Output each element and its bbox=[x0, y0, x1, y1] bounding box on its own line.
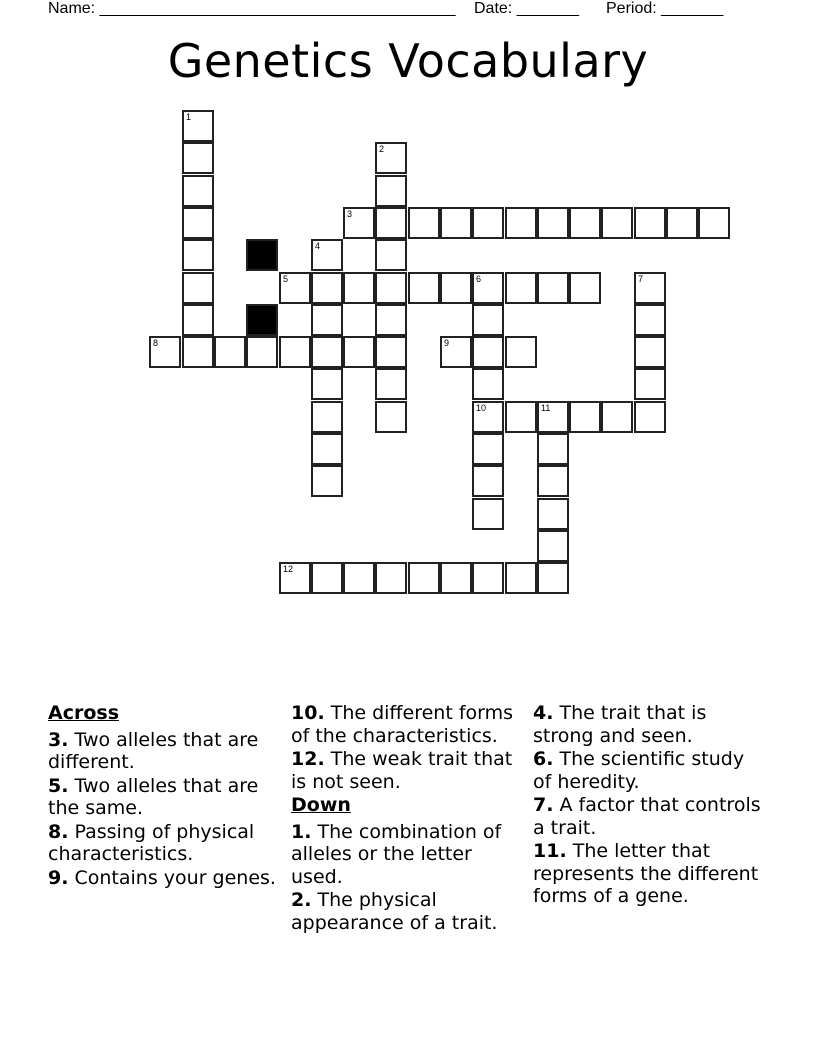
crossword-cell[interactable] bbox=[472, 336, 504, 368]
clue-column-3 bbox=[533, 702, 763, 909]
clue-item-number: 10. bbox=[291, 702, 325, 724]
clue-item bbox=[48, 729, 276, 774]
clue-number: 1 bbox=[186, 112, 192, 122]
crossword-cell[interactable] bbox=[375, 207, 407, 239]
clue-item-text: The combination of alleles or the letter used. bbox=[291, 820, 502, 888]
clue-item-number: 8. bbox=[48, 820, 69, 843]
page-title: Genetics Vocabulary bbox=[167, 34, 649, 88]
crossword-cell[interactable] bbox=[537, 530, 569, 562]
clue-number: 12 bbox=[283, 564, 294, 574]
clue-item-text: The weak trait that is not seen. bbox=[291, 748, 513, 793]
clue-item-number: 5. bbox=[48, 774, 69, 797]
crossword-cell[interactable] bbox=[214, 336, 246, 368]
down-clue-list-continued bbox=[533, 702, 763, 908]
crossword-cell[interactable] bbox=[537, 465, 569, 497]
down-heading: Down bbox=[291, 794, 351, 816]
crossword-cell[interactable] bbox=[472, 562, 504, 594]
crossword-cell[interactable] bbox=[440, 207, 472, 239]
crossword-cell[interactable] bbox=[375, 142, 407, 174]
clue-number: 8 bbox=[153, 338, 159, 348]
crossword-cell[interactable] bbox=[375, 401, 407, 433]
crossword-cell[interactable] bbox=[472, 272, 504, 304]
crossword-cell[interactable] bbox=[440, 336, 472, 368]
crossword-cell[interactable] bbox=[601, 207, 633, 239]
clue-item bbox=[533, 702, 763, 747]
clue-item bbox=[48, 821, 276, 866]
crossword-cell[interactable] bbox=[634, 336, 666, 368]
clue-item bbox=[291, 821, 523, 889]
crossword-cell[interactable] bbox=[408, 272, 440, 304]
crossword-black-cell bbox=[246, 304, 278, 336]
crossword-cell[interactable] bbox=[182, 336, 214, 368]
clue-item bbox=[48, 775, 276, 820]
crossword-cell[interactable] bbox=[182, 304, 214, 336]
crossword-cell[interactable] bbox=[537, 498, 569, 530]
crossword-cell[interactable] bbox=[634, 272, 666, 304]
down-clue-list bbox=[291, 821, 523, 935]
clue-item-number: 7. bbox=[533, 794, 554, 816]
crossword-cell[interactable] bbox=[472, 207, 504, 239]
crossword-cell[interactable] bbox=[279, 336, 311, 368]
clue-item bbox=[533, 840, 763, 908]
crossword-cell[interactable] bbox=[569, 207, 601, 239]
clue-item-text: The physical appearance of a trait. bbox=[291, 889, 498, 934]
crossword-cell[interactable] bbox=[408, 207, 440, 239]
crossword-cell[interactable] bbox=[311, 368, 343, 400]
across-clue-list-continued bbox=[291, 702, 523, 793]
clue-item-number: 4. bbox=[533, 702, 554, 724]
clue-item-text: The trait that is strong and seen. bbox=[533, 702, 707, 747]
crossword-cell[interactable] bbox=[343, 562, 375, 594]
crossword-cell[interactable] bbox=[472, 401, 504, 433]
crossword-cell[interactable] bbox=[472, 304, 504, 336]
crossword-cell[interactable] bbox=[375, 368, 407, 400]
crossword-cell[interactable] bbox=[311, 272, 343, 304]
crossword-cell[interactable] bbox=[246, 336, 278, 368]
crossword-cell[interactable] bbox=[440, 272, 472, 304]
crossword-cell[interactable] bbox=[537, 207, 569, 239]
clue-item-text: The scientific study of heredity. bbox=[533, 748, 745, 793]
name-field-label: Name: ________________________________________ bbox=[48, 0, 456, 17]
clue-number: 10 bbox=[476, 403, 487, 413]
crossword-cell[interactable] bbox=[375, 336, 407, 368]
crossword-cell[interactable] bbox=[634, 207, 666, 239]
crossword-cell[interactable] bbox=[311, 304, 343, 336]
crossword-cell[interactable] bbox=[537, 433, 569, 465]
clue-column-1 bbox=[48, 702, 276, 890]
crossword-cell[interactable] bbox=[182, 239, 214, 271]
clue-item-number: 1. bbox=[291, 820, 312, 843]
crossword-cell[interactable] bbox=[375, 239, 407, 271]
crossword-cell[interactable] bbox=[311, 336, 343, 368]
crossword-cell[interactable] bbox=[472, 368, 504, 400]
crossword-cell[interactable] bbox=[537, 272, 569, 304]
crossword-cell[interactable] bbox=[634, 401, 666, 433]
clue-item-text: Passing of physical characteristics. bbox=[48, 820, 255, 865]
crossword-cell[interactable] bbox=[311, 239, 343, 271]
clue-number: 3 bbox=[347, 209, 353, 219]
crossword-cell[interactable] bbox=[505, 207, 537, 239]
crossword-cell[interactable] bbox=[375, 562, 407, 594]
crossword-cell[interactable] bbox=[505, 401, 537, 433]
clue-number: 9 bbox=[444, 338, 450, 348]
clue-item-text: The different forms of the characteristics. bbox=[291, 702, 514, 747]
clue-item-number: 6. bbox=[533, 748, 554, 770]
crossword-cell[interactable] bbox=[569, 272, 601, 304]
crossword-cell[interactable] bbox=[343, 207, 375, 239]
crossword-cell[interactable] bbox=[537, 562, 569, 594]
clue-item-text: Two alleles that are the same. bbox=[48, 774, 259, 819]
crossword-cell[interactable] bbox=[311, 465, 343, 497]
crossword-cell[interactable] bbox=[472, 498, 504, 530]
crossword-cell[interactable] bbox=[472, 433, 504, 465]
date-field-label: Date: _______ bbox=[474, 0, 579, 17]
crossword-cell[interactable] bbox=[343, 336, 375, 368]
clue-item bbox=[48, 867, 276, 890]
crossword-cell[interactable] bbox=[634, 304, 666, 336]
clue-number: 7 bbox=[638, 274, 644, 284]
clue-item-text: A factor that controls a trait. bbox=[533, 794, 761, 839]
crossword-cell[interactable] bbox=[182, 142, 214, 174]
clue-number: 5 bbox=[283, 274, 289, 284]
crossword-cell[interactable] bbox=[698, 207, 730, 239]
crossword-cell[interactable] bbox=[182, 110, 214, 142]
crossword-cell[interactable] bbox=[505, 336, 537, 368]
clue-item bbox=[533, 748, 763, 793]
clue-item bbox=[291, 702, 523, 747]
crossword-cell[interactable] bbox=[569, 401, 601, 433]
crossword-cell[interactable] bbox=[634, 368, 666, 400]
clue-item-text: Contains your genes. bbox=[68, 866, 276, 889]
clue-number: 6 bbox=[476, 274, 482, 284]
crossword-cell[interactable] bbox=[279, 272, 311, 304]
crossword-cell[interactable] bbox=[375, 175, 407, 207]
crossword-cell[interactable] bbox=[311, 562, 343, 594]
crossword-cell[interactable] bbox=[537, 401, 569, 433]
crossword-cell[interactable] bbox=[601, 401, 633, 433]
clue-item-number: 9. bbox=[48, 866, 69, 889]
clue-item-text: Two alleles that are different. bbox=[48, 728, 259, 773]
crossword-cell[interactable] bbox=[505, 272, 537, 304]
crossword-cell[interactable] bbox=[375, 272, 407, 304]
across-heading: Across bbox=[48, 702, 120, 724]
clue-item-number: 11. bbox=[533, 840, 567, 862]
clue-item bbox=[291, 748, 523, 793]
clue-number: 2 bbox=[379, 144, 385, 154]
crossword-cell[interactable] bbox=[311, 433, 343, 465]
clue-item-number: 12. bbox=[291, 748, 325, 770]
clue-item-number: 2. bbox=[291, 889, 312, 911]
clue-number: 4 bbox=[315, 241, 321, 251]
crossword-cell[interactable] bbox=[505, 562, 537, 594]
crossword-cell[interactable] bbox=[149, 336, 181, 368]
crossword-cell[interactable] bbox=[472, 465, 504, 497]
clue-item bbox=[533, 794, 763, 839]
across-clue-list bbox=[48, 729, 276, 890]
crossword-cell[interactable] bbox=[375, 304, 407, 336]
crossword-cell[interactable] bbox=[666, 207, 698, 239]
clue-item-text: The letter that represents the different forms of a gene. bbox=[533, 840, 759, 907]
crossword-cell[interactable] bbox=[440, 562, 472, 594]
crossword-black-cell bbox=[246, 239, 278, 271]
clue-item-number: 3. bbox=[48, 728, 69, 751]
clue-column-2 bbox=[291, 702, 523, 935]
crossword-cell[interactable] bbox=[408, 562, 440, 594]
crossword-cell[interactable] bbox=[311, 401, 343, 433]
crossword-cell[interactable] bbox=[182, 272, 214, 304]
crossword-cell[interactable] bbox=[182, 207, 214, 239]
clue-number: 11 bbox=[541, 403, 551, 413]
crossword-cell[interactable] bbox=[343, 272, 375, 304]
crossword-cell[interactable] bbox=[182, 175, 214, 207]
period-field-label: Period: _______ bbox=[606, 0, 724, 17]
clue-item bbox=[291, 889, 523, 934]
crossword-cell[interactable] bbox=[279, 562, 311, 594]
